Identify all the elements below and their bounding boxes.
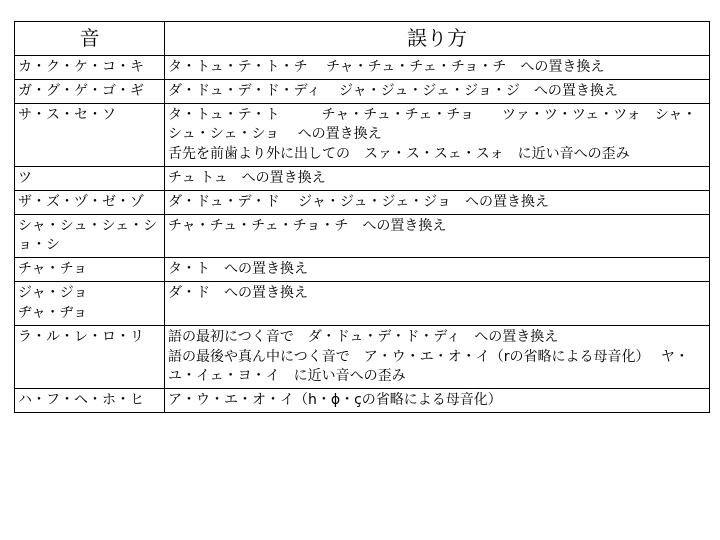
sound-cell (15, 215, 165, 258)
table-row (15, 104, 710, 167)
sound-text: ヂャ・ヂョ (18, 305, 88, 321)
error-cell (165, 56, 710, 80)
sound-cell (15, 104, 165, 167)
error-text: タ・トュ・テ・ト チャ・チュ・チェ・チョ ツァ・ツ・ツェ・ツォ シャ・シュ・シェ・ショ への置き換え (168, 107, 697, 142)
table-row (15, 167, 710, 191)
error-cell (165, 258, 710, 282)
sound-cell (15, 258, 165, 282)
sound-text: ガ・グ・ゲ・ゴ・ギ (18, 83, 144, 99)
sound-cell (15, 56, 165, 80)
sound-text: シャ・シュ・シェ・ショ・シ (18, 218, 158, 253)
error-cell (165, 80, 710, 104)
header-error-type: 誤り方 (165, 22, 710, 56)
error-text: ダ・ドュ・デ・ド・ディ ジャ・ジュ・ジェ・ジョ・ジ への置き換え (168, 83, 618, 99)
error-cell (165, 215, 710, 258)
error-text: タ・トュ・テ・ト・チ チャ・チュ・チェ・チョ・チ への置き換え (168, 59, 605, 75)
error-text: 語の最後や真ん中につく音で ア・ウ・エ・オ・イ（rの省略による母音化） ヤ・ユ・イェ・ヨ・イ に近い音への歪み (168, 349, 689, 384)
error-cell (165, 326, 710, 389)
table-body (15, 56, 710, 413)
sound-text: サ・ス・セ・ソ (18, 107, 116, 123)
sound-cell (15, 80, 165, 104)
error-text: タ・ト への置き換え (168, 261, 308, 277)
error-cell (165, 191, 710, 215)
header-sound: 音 (15, 22, 165, 56)
sound-text: チャ・チョ (18, 261, 88, 277)
error-text: ダ・ドュ・デ・ド ジャ・ジュ・ジェ・ジョ への置き換え (168, 194, 549, 210)
error-table-container (14, 21, 709, 413)
sound-text: カ・ク・ケ・コ・キ (18, 59, 144, 75)
table-row (15, 80, 710, 104)
error-text: ダ・ド への置き換え (168, 285, 308, 301)
table-row (15, 326, 710, 389)
table-row (15, 191, 710, 215)
sound-cell (15, 389, 165, 413)
table-header-row (15, 22, 710, 56)
error-text: ア・ウ・エ・オ・イ（h・ϕ・çの省略による母音化） (168, 392, 502, 408)
sound-cell (15, 282, 165, 326)
sound-cell (15, 326, 165, 389)
error-cell (165, 389, 710, 413)
table-row (15, 282, 710, 326)
sound-text: ツ (18, 170, 32, 186)
table-row (15, 56, 710, 80)
sound-text: ラ・ル・レ・ロ・リ (18, 329, 144, 345)
error-cell (165, 104, 710, 167)
articulation-error-table (14, 21, 710, 413)
table-row (15, 389, 710, 413)
sound-text: ハ・フ・ヘ・ホ・ヒ (18, 392, 144, 408)
error-cell (165, 167, 710, 191)
error-text: 語の最初につく音で ダ・ドュ・デ・ド・ディ への置き換え (168, 329, 559, 345)
table-row (15, 215, 710, 258)
error-text: チュ トュ への置き換え (168, 170, 326, 186)
sound-text: ジャ・ジョ (18, 285, 88, 301)
error-text: 舌先を前歯より外に出しての スァ・ス・スェ・スォ に近い音への歪み (168, 146, 630, 162)
sound-cell (15, 191, 165, 215)
sound-text: ザ・ズ・ヅ・ゼ・ゾ (18, 194, 144, 210)
table-row (15, 258, 710, 282)
error-cell (165, 282, 710, 326)
sound-cell (15, 167, 165, 191)
error-text: チャ・チュ・チェ・チョ・チ への置き換え (168, 218, 447, 234)
